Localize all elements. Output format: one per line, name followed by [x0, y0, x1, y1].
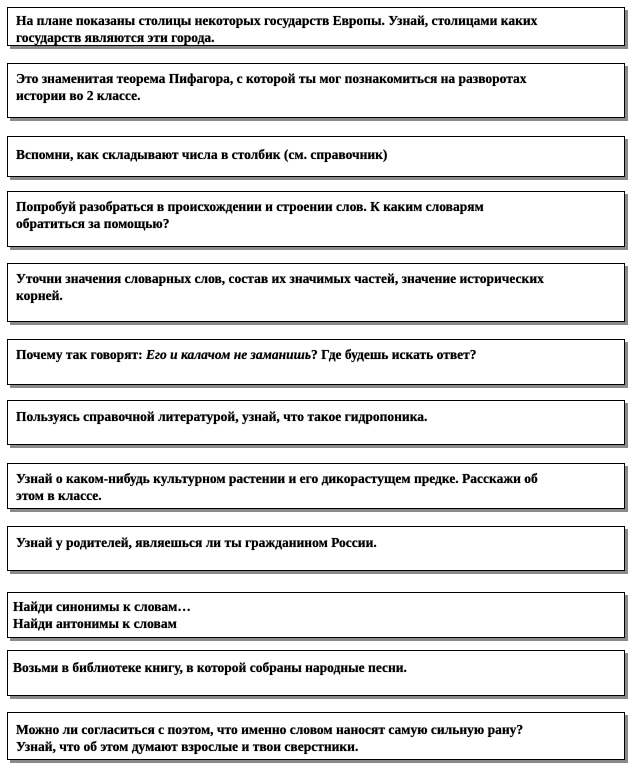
task-text-line: обратиться за помощью? — [16, 216, 170, 231]
task-card-poet-quote — [7, 712, 625, 760]
task-card-saying — [7, 339, 625, 385]
task-card-capitals — [7, 7, 625, 46]
task-card-cultivated-plant — [7, 463, 625, 509]
task-text-line: Найди синонимы к словам… — [13, 599, 191, 614]
task-text-line — [16, 346, 616, 363]
task-text-line: Узнай у родителей, являешься ли ты гражданином России. — [16, 535, 377, 550]
task-text-line: Вспомни, как складывают числа в столбик (см. справочник) — [16, 147, 388, 162]
saying-prefix: Почему так говорят: — [16, 347, 146, 362]
task-card-synonyms-antonyms — [7, 592, 625, 638]
task-text-line: Можно ли согласиться с поэтом, что именно словом наносят самую сильную рану? — [16, 722, 524, 737]
task-text-line: На плане показаны столицы некоторых государств Европы. Узнай, столицами каких — [16, 13, 538, 28]
task-card-hydroponics — [7, 400, 625, 445]
saying-suffix: ? Где будешь искать ответ? — [311, 347, 477, 362]
task-card-column-addition — [7, 136, 625, 177]
task-text-line: Узнай о каком-нибудь культурном растении и его дикорастущем предке. Расскажи об — [16, 471, 538, 486]
task-card-dictionary-words — [7, 263, 625, 322]
task-text-line: корней. — [16, 288, 63, 303]
task-card-citizenship — [7, 526, 625, 571]
task-card-folk-songs — [7, 650, 625, 696]
task-text-line: Узнай, что об этом думают взрослые и твои сверстники. — [16, 739, 359, 754]
task-card-pythagoras — [7, 63, 625, 118]
task-text-line: Пользуясь справочной литературой, узнай, что такое гидропоника. — [16, 409, 428, 424]
task-text-line: Найди антонимы к словам — [13, 616, 177, 631]
saying-italic: Его и калачом не заманишь — [146, 347, 311, 362]
task-text-line: Уточни значения словарных слов, состав их значимых частей, значение исторических — [16, 271, 544, 286]
task-text-line: истории во 2 классе. — [16, 88, 141, 103]
task-text-line: Это знаменитая теорема Пифагора, с которой ты мог познакомиться на разворотах — [16, 71, 527, 86]
task-text-line: Попробуй разобраться в происхождении и строении слов. К каким словарям — [16, 199, 484, 214]
task-text-line: Возьми в библиотеке книгу, в которой собраны народные песни. — [13, 660, 407, 675]
task-text-line: этом в классе. — [16, 488, 102, 503]
task-card-word-origin — [7, 191, 625, 247]
task-text-line: государств являются эти города. — [16, 30, 215, 45]
